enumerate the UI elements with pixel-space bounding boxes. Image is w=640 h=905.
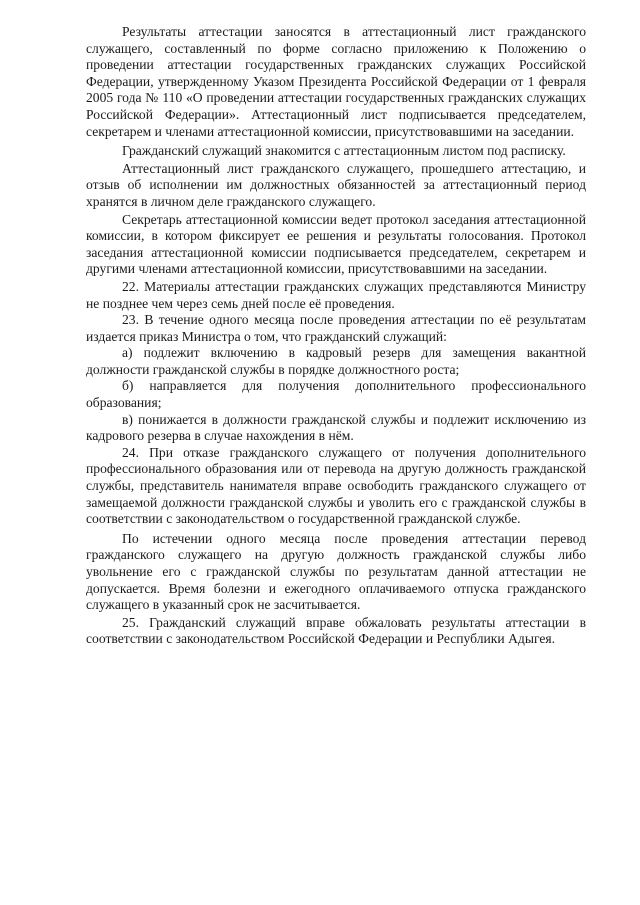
paragraph-commission-protocol: Секретарь аттестационной комиссии ведет протокол заседания аттестационной комиссии, в котором фиксирует ее решения и результаты голосования. Протокол заседания аттестационной комиссии подписывается председателем, секретарем и другими членами аттестационной комиссии, присутствовавшими на заседании. <box>86 211 586 277</box>
paragraph-one-month-rule: По истечении одного месяца после проведения аттестации перевод гражданского служащего на другую должность гражданской службы либо увольнение его с гражданской службы по результатам данной аттестации не допускается. Время болезни и ежегодного оплачиваемого отпуска гражданского служащего в указанный срок не засчитывается. <box>86 530 586 613</box>
paragraph-attestation-sheet-storage: Аттестационный лист гражданского служащего, прошедшего аттестацию, и отзыв об исполнении им должностных обязанностей за аттестационный период хранятся в личном деле гражданского служащего. <box>86 160 586 209</box>
paragraph-24-refusal: 24. При отказе гражданского служащего от получения дополнительного профессионального образования или от перевода на другую должность гражданской службы, представитель нанимателя вправе освободить гражданского служащего от замещаемой должности гражданской службы и уволить его с гражданской службы в соответствии с законодательством о государственной гражданской службе. <box>86 444 586 527</box>
paragraph-25-appeal: 25. Гражданский служащий вправе обжаловать результаты аттестации в соответствии с законодательством Российской Федерации и Республики Адыгея. <box>86 614 586 647</box>
paragraph-23-order: 23. В течение одного месяца после проведения аттестации по её результатам издается приказ Министра о том, что гражданский служащий: <box>86 312 586 344</box>
list-item-a: а) подлежит включению в кадровый резерв для замещения вакантной должности гражданской службы в порядке должностного роста; <box>86 345 586 377</box>
list-item-c: в) понижается в должности гражданской службы и подлежит исключению из кадрового резерва в случае нахождения в нём. <box>86 411 586 444</box>
list-item-b: б) направляется для получения дополнительного профессионального образования; <box>86 378 586 411</box>
paragraph-22-materials: 22. Материалы аттестации гражданских служащих представляются Министру не позднее чем через семь дней после её проведения. <box>86 278 586 311</box>
paragraph-familiarization: Гражданский служащий знакомится с аттестационным листом под расписку. <box>122 143 566 159</box>
paragraph-attestation-results: Результаты аттестации заносятся в аттестационный лист гражданского служащего, составленный по форме согласно приложению к Положению о проведении аттестации государственных гражданских служащих Российской Федерации, утвержденному Указом Президента Российской Федерации от 1 февраля 2005 года № 110 «О проведении аттестации государственных гражданских служащих Российской Федерации». Аттестационный лист подписывается председателем, секретарем и членами аттестационной комиссии, присутствовавшими на заседании. <box>86 24 586 139</box>
